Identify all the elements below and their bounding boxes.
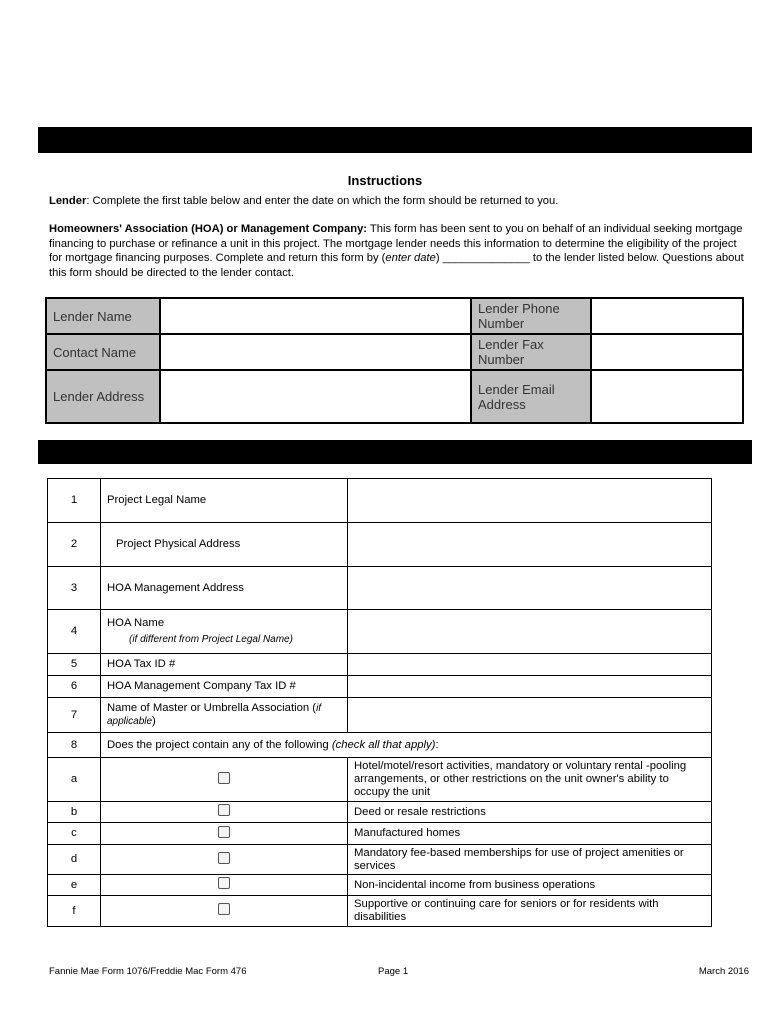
lender-fax-field[interactable]: [591, 334, 743, 370]
table-row: [48, 845, 712, 875]
option-text: Deed or resale restrictions: [348, 802, 712, 823]
enter-date-hint: enter date: [385, 252, 436, 264]
business-income-checkbox[interactable]: [218, 877, 230, 889]
option-letter: a: [48, 758, 101, 802]
lender-name-field[interactable]: [160, 298, 471, 334]
table-row: [48, 567, 712, 610]
option-letter: b: [48, 802, 101, 823]
row-number: 2: [48, 523, 101, 567]
hoa-name-field[interactable]: [348, 610, 712, 654]
lender-email-field[interactable]: [591, 370, 743, 423]
features-question-tail: :: [435, 738, 439, 751]
lender-instructions: [49, 194, 749, 209]
master-association-tail: ): [152, 715, 156, 727]
row-number: 3: [48, 567, 101, 610]
option-letter: f: [48, 896, 101, 927]
instructions-title: Instructions: [347, 173, 423, 188]
table-row: [48, 523, 712, 567]
row-number: 1: [48, 479, 101, 523]
row-number: 8: [48, 733, 101, 758]
check-all-hint: (check all that apply): [331, 738, 436, 751]
if-applicable-hint: if applicable: [107, 703, 322, 727]
hoa-name-text: HOA Name: [107, 617, 165, 629]
option-letter: e: [48, 875, 101, 896]
table-row: [48, 654, 712, 676]
option-checkbox-cell: [101, 758, 348, 802]
option-text: Non-incidental income from business operations: [348, 875, 712, 896]
hotel-rental-checkbox[interactable]: [218, 772, 230, 784]
option-checkbox-cell: [101, 875, 348, 896]
option-checkbox-cell: [101, 896, 348, 927]
contact-name-label: Contact Name: [46, 334, 160, 370]
hoa-mgmt-tax-id-label: HOA Management Company Tax ID #: [101, 676, 348, 698]
deed-restrictions-checkbox[interactable]: [218, 804, 230, 816]
lender-instructions-text: : Complete the first table below and enter the date on which the form should be returned to you.: [86, 195, 559, 207]
table-row: [48, 823, 712, 845]
project-features-question: [101, 733, 712, 758]
manufactured-homes-checkbox[interactable]: [218, 826, 230, 838]
section-header-bar: [38, 440, 752, 464]
footer-page-number: Page 1: [378, 966, 409, 977]
footer-date: March 2016: [698, 966, 749, 977]
hoa-tax-id-label: HOA Tax ID #: [101, 654, 348, 676]
master-association-field[interactable]: [348, 698, 712, 733]
hoa-name-label: [101, 610, 348, 654]
hoa-text-2: ) ______________ to the lender listed below. Questions about this form should be directed to the lender contact.: [49, 252, 744, 279]
table-row: [48, 733, 712, 758]
supportive-care-checkbox[interactable]: [218, 903, 230, 915]
lender-name-label: Lender Name: [46, 298, 160, 334]
hoa-name-hint: (if different from Project Legal Name): [129, 634, 293, 645]
features-question-text: Does the project contain any of the following: [107, 738, 332, 751]
lender-address-label: Lender Address: [46, 370, 160, 423]
lender-fax-label: Lender Fax Number: [471, 334, 591, 370]
project-table: [47, 478, 712, 927]
option-checkbox-cell: [101, 802, 348, 823]
fee-memberships-checkbox[interactable]: [218, 852, 230, 864]
lender-table: [45, 297, 744, 424]
project-legal-name-field[interactable]: [348, 479, 712, 523]
table-row: [48, 610, 712, 654]
option-letter: c: [48, 823, 101, 845]
lender-phone-field[interactable]: [591, 298, 743, 334]
master-association-label: [101, 698, 348, 733]
hoa-label: Homeowners' Association (HOA) or Management Company:: [49, 223, 368, 235]
table-row: [48, 758, 712, 802]
option-text: Hotel/motel/resort activities, mandatory or voluntary rental -pooling arrangements, or other restrictions on the unit owner's ability to occupy the unit: [348, 758, 712, 802]
master-association-text: Name of Master or Umbrella Association (: [107, 702, 317, 714]
table-row: [48, 802, 712, 823]
hoa-instructions: [49, 222, 749, 280]
option-text: Mandatory fee-based memberships for use of project amenities or services: [348, 845, 712, 875]
table-row: [48, 896, 712, 927]
hoa-tax-id-field[interactable]: [348, 654, 712, 676]
option-letter: d: [48, 845, 101, 875]
option-checkbox-cell: [101, 823, 348, 845]
table-row: [48, 875, 712, 896]
option-text: Manufactured homes: [348, 823, 712, 845]
row-number: 6: [48, 676, 101, 698]
hoa-mgmt-tax-id-field[interactable]: [348, 676, 712, 698]
table-row: [48, 698, 712, 733]
option-text: Supportive or continuing care for seniors or for residents with disabilities: [348, 896, 712, 927]
hoa-text-1: This form has been sent to you on behalf of an individual seeking mortgage financing to purchase or refinance a unit in this project. The mortgage lender needs this information to determine the eligibility of the project for mortgage financing purposes. Complete and return this form by (: [49, 223, 743, 264]
row-number: 5: [48, 654, 101, 676]
table-row: [48, 676, 712, 698]
project-physical-address-label: Project Physical Address: [101, 523, 348, 567]
lender-label: Lender: [49, 195, 87, 207]
hoa-management-address-label: HOA Management Address: [101, 567, 348, 610]
row-number: 7: [48, 698, 101, 733]
row-number: 4: [48, 610, 101, 654]
project-legal-name-label: Project Legal Name: [101, 479, 348, 523]
option-checkbox-cell: [101, 845, 348, 875]
table-row: [48, 479, 712, 523]
project-physical-address-field[interactable]: [348, 523, 712, 567]
lender-email-label: Lender Email Address: [471, 370, 591, 423]
lender-address-field[interactable]: [160, 370, 471, 423]
hoa-management-address-field[interactable]: [348, 567, 712, 610]
contact-name-field[interactable]: [160, 334, 471, 370]
footer-form-number: Fannie Mae Form 1076/Freddie Mac Form 476: [49, 966, 247, 977]
section-header-bar: [38, 127, 752, 153]
lender-phone-label: Lender Phone Number: [471, 298, 591, 334]
